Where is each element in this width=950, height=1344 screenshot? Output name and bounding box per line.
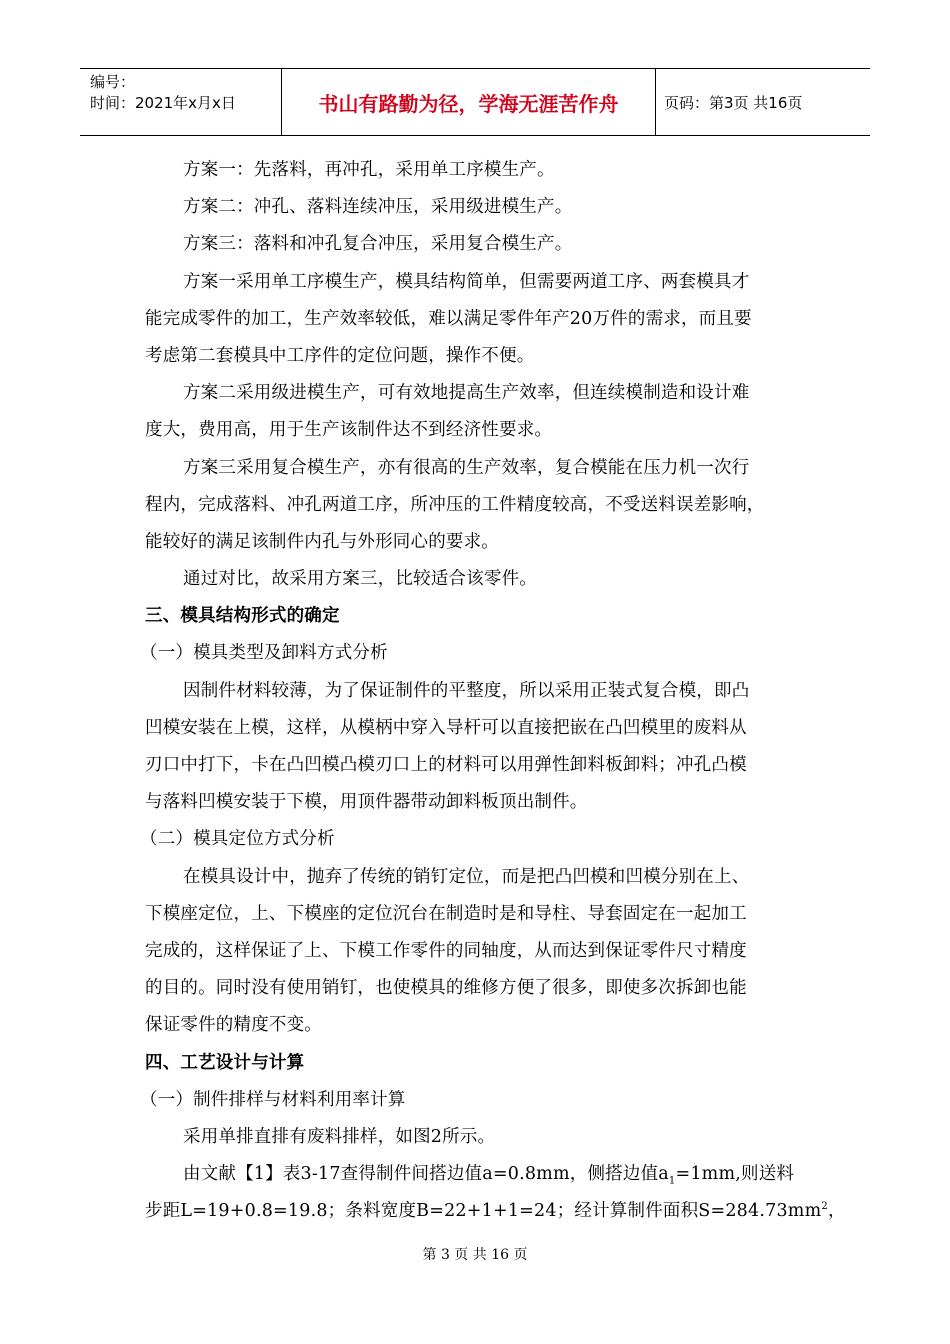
body-line: 程内，完成落料、冲孔两道工序，所冲压的工件精度较高，不受送料误差影响，	[145, 494, 765, 515]
subsection-heading: （二）模具定位方式分析	[140, 829, 335, 850]
header-meta	[80, 69, 282, 135]
page-header	[80, 68, 870, 136]
document-number-label: 编号：	[90, 73, 136, 91]
body-line: 能完成零件的加工，生产效率较低，难以满足零件年产20万件的需求，而且要	[145, 308, 752, 329]
document-body	[140, 152, 846, 1230]
body-line	[145, 1156, 810, 1193]
body-line: 通过对比，故采用方案三，比较适合该零件。	[183, 569, 537, 590]
body-line: 刃口中打下，卡在凸凹模凸模刃口上的材料可以用弹性卸料板卸料；冲孔凸模	[145, 755, 747, 775]
body-line: 方案三采用复合模生产，亦有很高的生产效率，复合模能在压力机一次行	[183, 457, 750, 478]
body-line: 度大，费用高，用于生产该制件达不到经济性要求。	[145, 420, 553, 441]
subscript: 1	[668, 1175, 676, 1187]
body-line: 能较好的满足该制件内孔与外形同心的要求。	[145, 531, 499, 552]
document-date-label: 时间：2021年x月x日	[90, 94, 236, 112]
section-heading: 四、工艺设计与计算	[145, 1052, 305, 1073]
subsection-heading: （一）制件排样与材料利用率计算	[140, 1089, 406, 1110]
text-segment: 步距L=19+0.8=19.8；条料宽度B=22+1+1=24；经计算制件面积S=284.73mm	[145, 1201, 822, 1222]
body-line: 方案一采用单工序模生产，模具结构简单，但需要两道工序、两套模具才	[183, 271, 750, 292]
subsection-heading: （一）模具类型及卸料方式分析	[140, 643, 388, 664]
body-line: 与落料凹模安装于下模，用顶件器带动卸料板顶出制件。	[145, 792, 588, 813]
body-line: 的目的。同时没有使用销钉，也使模具的维修方便了很多，即使多次拆卸也能	[145, 978, 747, 999]
text-segment: 由文献【1】表3-17查得制件间搭边值a=0.8mm，侧搭边值a	[183, 1164, 669, 1185]
body-line: 完成的，这样保证了上、下模工作零件的同轴度，从而达到保证零件尺寸精度	[145, 940, 747, 961]
body-line: 保证零件的精度不变。	[145, 1015, 322, 1036]
text-segment: =1mm,则送料	[675, 1164, 795, 1185]
header-page-info: 页码：第3页 共16页	[664, 93, 803, 112]
body-line: 方案二采用级进模生产，可有效地提高生产效率，但连续模制造和设计难	[183, 383, 750, 404]
body-line: 下模座定位，上、下模座的定位沉台在制造时是和导柱、导套固定在一起加工	[145, 903, 747, 924]
header-motto: 书山有路勤为径，学海无涯苦作舟	[282, 69, 656, 135]
page-footer: 第 3 页 共 16 页	[422, 1247, 528, 1263]
body-line: 在模具设计中，抛弃了传统的销钉定位，而是把凸凹模和凹模分别在上、	[183, 866, 750, 887]
superscript: 2	[821, 1201, 828, 1213]
body-line	[145, 1193, 846, 1230]
body-line: 方案二：冲孔、落料连续冲压，采用级进模生产。	[183, 197, 573, 218]
body-line: 考虑第二套模具中工序件的定位问题，操作不便。	[145, 345, 535, 366]
body-line: 凹模安装在上模，这样，从模柄中穿入导杆可以直接把嵌在凸凹模里的废料从	[145, 717, 747, 738]
body-line: 方案一：先落料，再冲孔，采用单工序模生产。	[183, 160, 555, 180]
body-line: 因制件材料较薄，为了保证制件的平整度，所以采用正装式复合模，即凸	[183, 680, 750, 701]
body-line: 采用单排直排有废料排样，如图2所示。	[183, 1126, 496, 1147]
body-line: 方案三：落料和冲孔复合冲压，采用复合模生产。	[183, 234, 573, 255]
text-segment: ，	[827, 1201, 846, 1222]
section-heading: 三、模具结构形式的确定	[145, 606, 340, 627]
